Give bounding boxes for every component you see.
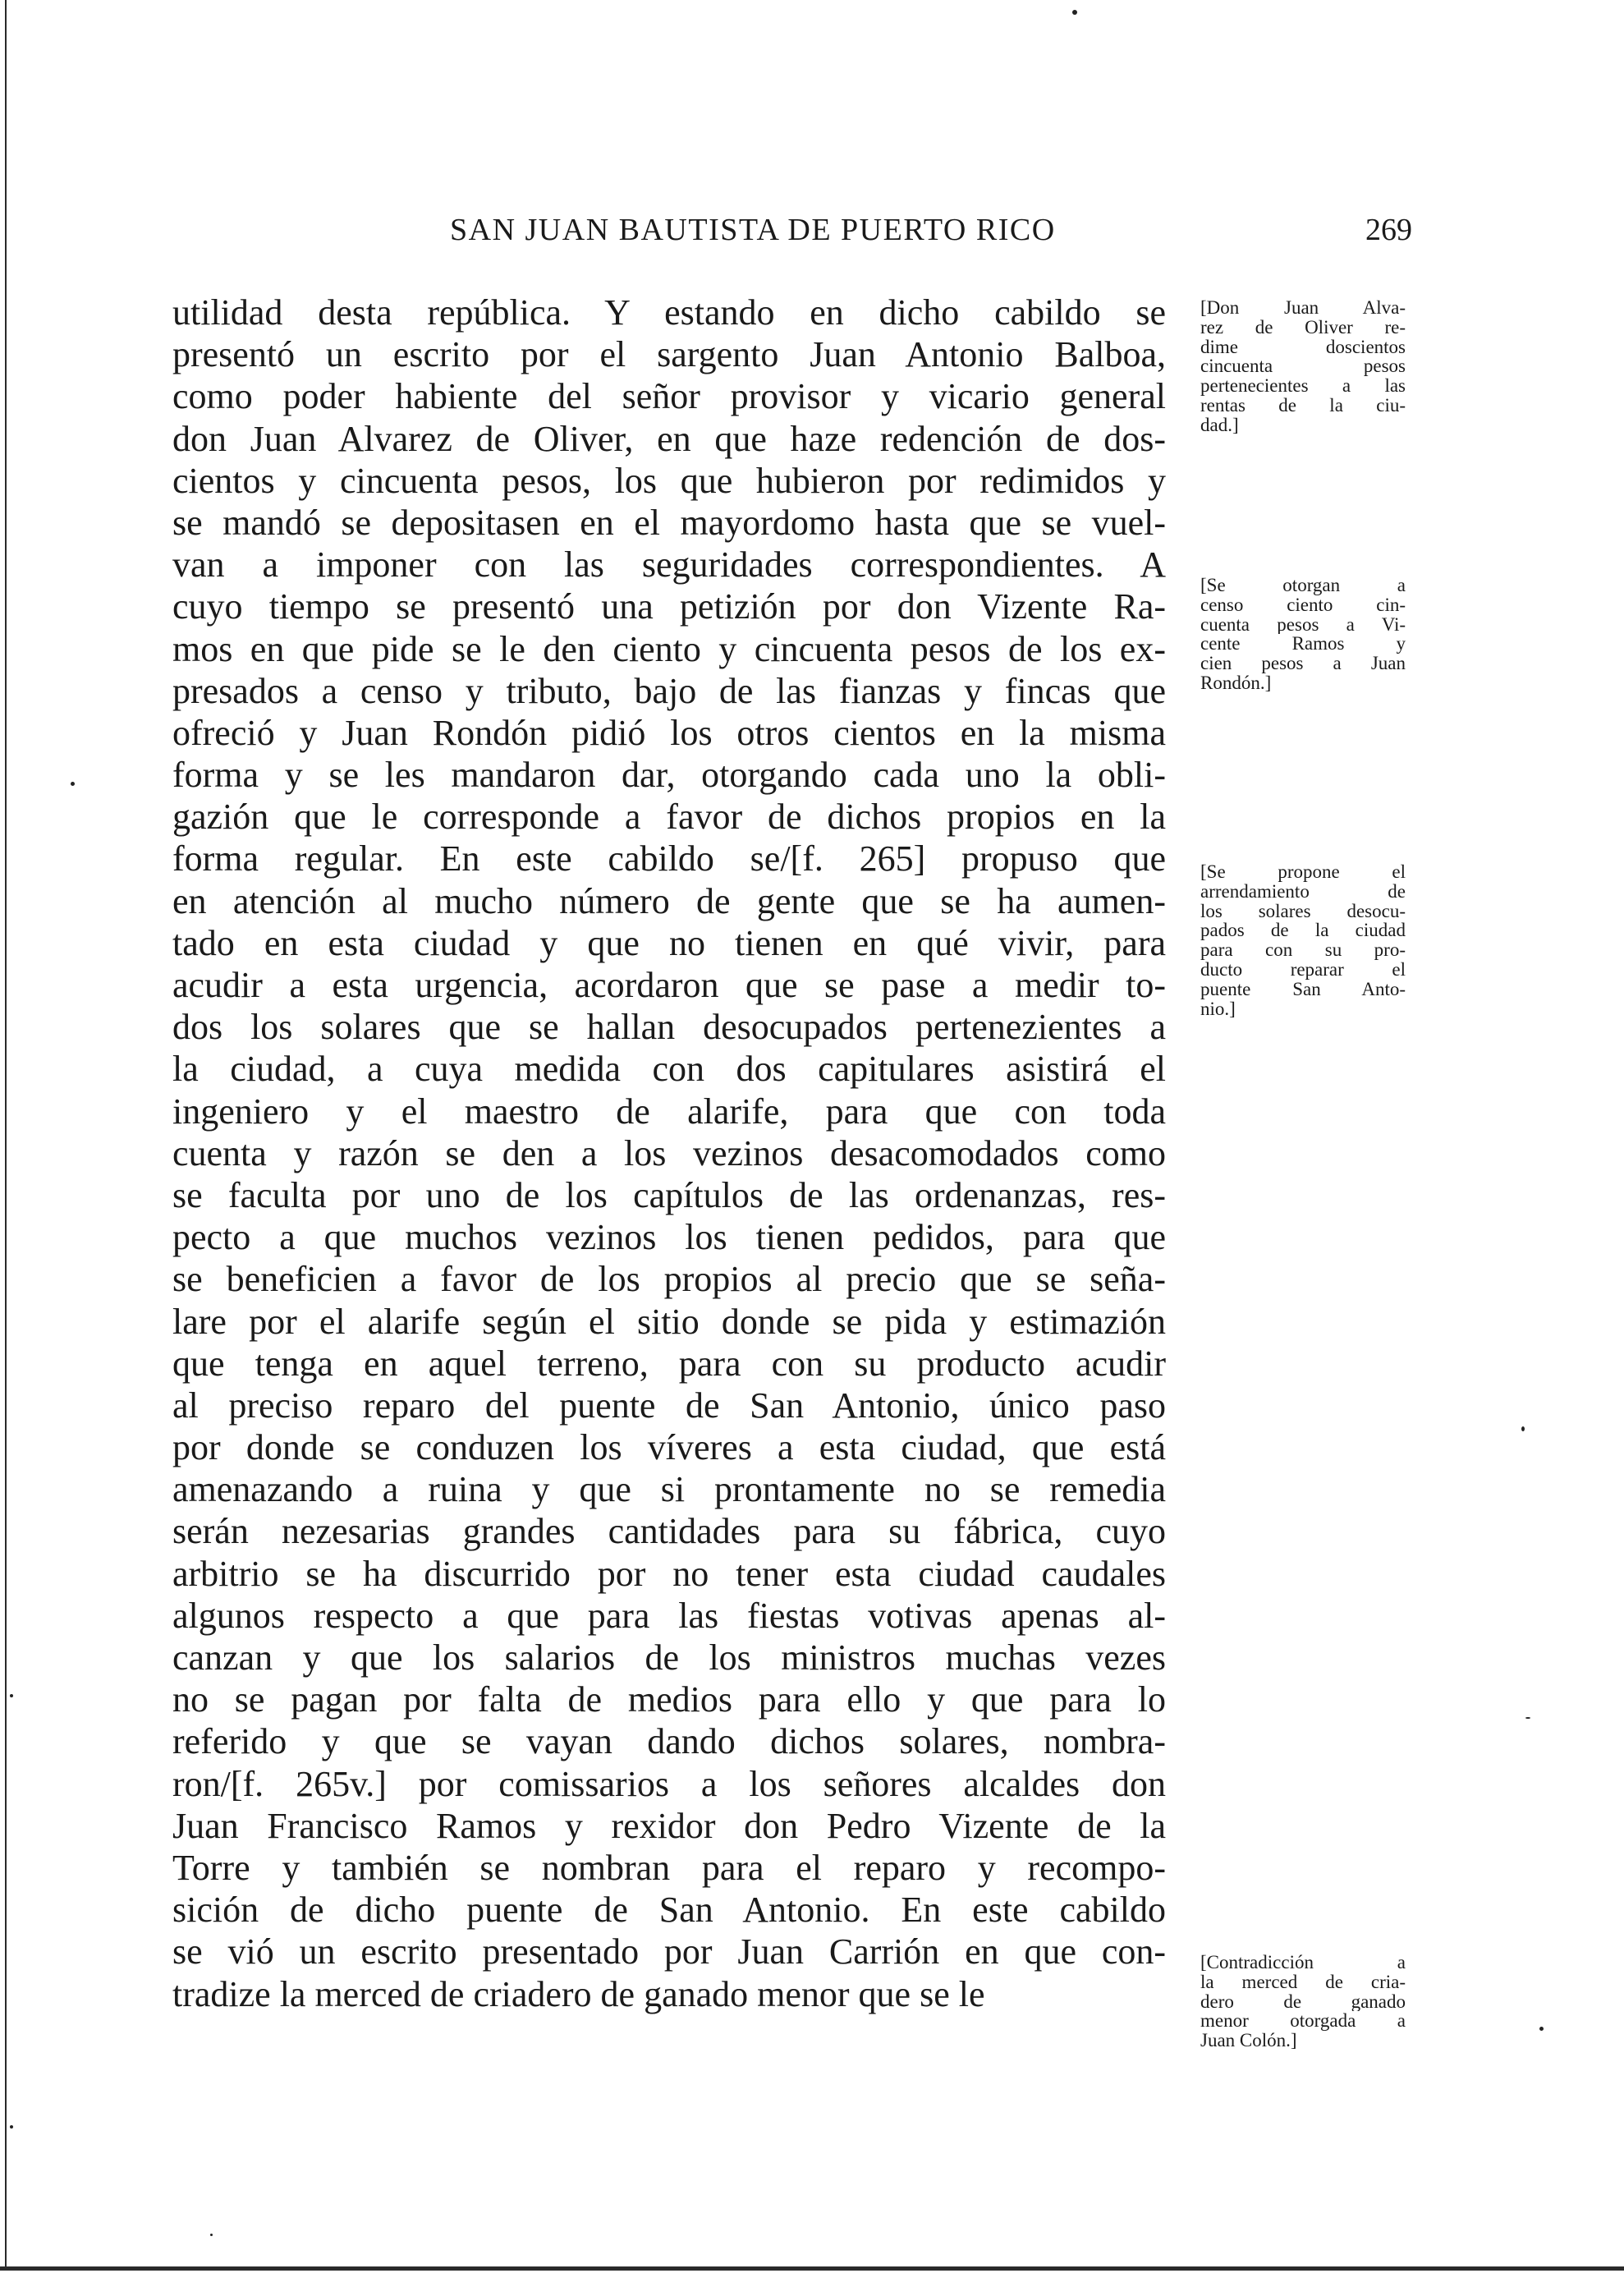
margin-note-line: cincuenta pesos <box>1200 356 1406 377</box>
body-text-line: cuenta y razón se den a los vezinos desacomodados como <box>172 1132 1166 1173</box>
margin-note-line: rentas de la ciu- <box>1200 395 1406 416</box>
body-text-line: al preciso reparo del puente de San Antonio, único paso <box>172 1385 1166 1426</box>
scan-speck <box>1072 10 1077 15</box>
margin-note-line: [Contradicción a <box>1200 1953 1406 1972</box>
page-bottom-edge-rule <box>0 2266 1624 2271</box>
margin-note-line: pertenecientes a las <box>1200 376 1406 396</box>
margin-note-censo <box>1200 576 1406 693</box>
body-text-line: acudir a esta urgencia, acordaron que se pase a medir to- <box>172 965 1166 1005</box>
body-text-line: se mandó se depositasen en el mayordomo hasta que se vuel- <box>172 502 1166 543</box>
margin-note-line: cien pesos a Juan <box>1200 654 1406 673</box>
body-text-line: algunos respecto a que para las fiestas votivas apenas al- <box>172 1595 1166 1636</box>
body-text-line: cientos y cincuenta pesos, los que hubieron por redimidos y <box>172 460 1166 501</box>
margin-note-solares <box>1200 862 1406 1018</box>
margin-note-line: puente San Anto- <box>1200 979 1406 999</box>
body-text-line: Juan Francisco Ramos y rexidor don Pedro Vizente de la <box>172 1805 1166 1846</box>
body-text-line: cuyo tiempo se presentó una petizión por don Vizente Ra- <box>172 586 1166 627</box>
margin-note-line: pados de la ciudad <box>1200 921 1406 941</box>
body-text <box>172 292 1166 2015</box>
scan-speck <box>10 1694 13 1697</box>
margin-note-line: nio.] <box>1200 999 1236 1019</box>
body-text-line: se faculta por uno de los capítulos de las ordenanzas, res- <box>172 1174 1166 1215</box>
margin-note-line: la merced de cria- <box>1200 1972 1406 1992</box>
scan-speck <box>1539 2027 1544 2031</box>
body-text-line: don Juan Alvarez de Oliver, en que haze redención de dos- <box>172 418 1166 459</box>
margin-note-line: arrendamiento de <box>1200 881 1406 902</box>
body-text-line: ofreció y Juan Rondón pidió los otros cientos en la misma <box>172 712 1166 753</box>
body-text-line: serán nezesarias grandes cantidades para su fábrica, cuyo <box>172 1511 1166 1552</box>
scan-speck <box>10 2125 13 2129</box>
scan-speck <box>1521 1426 1525 1431</box>
margin-note-line: menor otorgada a <box>1200 2011 1406 2032</box>
body-text-line: Torre y también se nombran para el reparo y recompo- <box>172 1847 1166 1888</box>
scan-speck <box>71 782 75 786</box>
margin-note-line: [Don Juan Alva- <box>1200 298 1406 318</box>
margin-note-line: Rondón.] <box>1200 673 1272 693</box>
body-text-line: arbitrio se ha discurrido por no tener esta ciudad caudales <box>172 1553 1166 1594</box>
body-text-line: tradize la merced de criadero de ganado menor que se le <box>172 1973 985 2014</box>
body-text-line: pecto a que muchos vezinos los tienen pedidos, para que <box>172 1217 1166 1258</box>
body-text-line: presados a censo y tributo, bajo de las fianzas y fincas que <box>172 670 1166 711</box>
margin-note-line: dad.] <box>1200 415 1239 435</box>
margin-note-line: para con su pro- <box>1200 940 1406 960</box>
margin-note-line: Juan Colón.] <box>1200 2031 1297 2050</box>
margin-note-line: [Se propone el <box>1200 862 1406 882</box>
body-text-line: ingeniero y el maestro de alarife, para que con toda <box>172 1091 1166 1132</box>
body-text-line: que tenga en aquel terreno, para con su producto acudir <box>172 1343 1166 1384</box>
body-text-line: mos en que pide se le den ciento y cincuenta pesos de los ex- <box>172 628 1166 669</box>
margin-note-line: los solares desocu- <box>1200 901 1406 921</box>
body-text-line: utilidad desta república. Y estando en dicho cabildo se <box>172 292 1166 333</box>
body-text-line: se vió un escrito presentado por Juan Carrión en que con- <box>172 1931 1166 1972</box>
body-text-line: forma regular. En este cabildo se/[f. 265] propuso que <box>172 838 1166 879</box>
body-text-line: por donde se conduzen los víveres a esta ciudad, que está <box>172 1427 1166 1468</box>
body-text-line: referido y que se vayan dando dichos solares, nombra- <box>172 1721 1166 1762</box>
body-text-line: ron/[f. 265v.] por comissarios a los señores alcaldes don <box>172 1763 1166 1804</box>
body-text-line: dos los solares que se hallan desocupados pertenezientes a <box>172 1007 1166 1048</box>
scan-speck <box>210 2234 213 2236</box>
margin-note-contradiccion <box>1200 1953 1406 2050</box>
margin-note-oliver <box>1200 298 1406 435</box>
body-text-line: presentó un escrito por el sargento Juan Antonio Balboa, <box>172 334 1166 375</box>
margin-note-line: [Se otorgan a <box>1200 576 1406 595</box>
body-text-line: no se pagan por falta de medios para ello y que para lo <box>172 1679 1166 1720</box>
margin-note-line: cuenta pesos a Vi- <box>1200 614 1406 635</box>
scan-speck <box>1525 1717 1530 1719</box>
body-text-line: se beneficien a favor de los propios al precio que se seña- <box>172 1259 1166 1300</box>
body-text-line: la ciudad, a cuya medida con dos capitulares asistirá el <box>172 1049 1166 1090</box>
body-text-line: en atención al mucho número de gente que se ha aumen- <box>172 880 1166 921</box>
page-left-edge-rule <box>5 0 7 2266</box>
margin-note-line: rez de Oliver re- <box>1200 317 1406 338</box>
margin-note-line: dero de ganado <box>1200 1991 1406 2012</box>
body-text-line: lare por el alarife según el sitio donde se pida y estimazión <box>172 1301 1166 1342</box>
page-number: 269 <box>1365 213 1412 247</box>
body-text-line: como poder habiente del señor provisor y vicario general <box>172 376 1166 417</box>
body-text-line: van a imponer con las seguridades correspondientes. A <box>172 544 1166 586</box>
body-text-line: amenazando a ruina y que si prontamente no se remedia <box>172 1469 1166 1510</box>
body-text-line: forma y se les mandaron dar, otorgando cada uno la obli- <box>172 755 1166 796</box>
body-text-line: sición de dicho puente de San Antonio. En este cabildo <box>172 1890 1166 1931</box>
running-header-title: SAN JUAN BAUTISTA DE PUERTO RICO <box>450 213 1056 247</box>
margin-note-line: ducto reparar el <box>1200 959 1406 980</box>
margin-note-line: dime doscientos <box>1200 337 1406 357</box>
body-text-line: canzan y que los salarios de los ministros muchas vezes <box>172 1637 1166 1678</box>
margin-note-line: censo ciento cin- <box>1200 595 1406 615</box>
body-text-line: tado en esta ciudad y que no tienen en qué vivir, para <box>172 922 1166 963</box>
body-text-line: gazión que le corresponde a favor de dichos propios en la <box>172 797 1166 838</box>
margin-note-line: cente Ramos y <box>1200 634 1406 654</box>
